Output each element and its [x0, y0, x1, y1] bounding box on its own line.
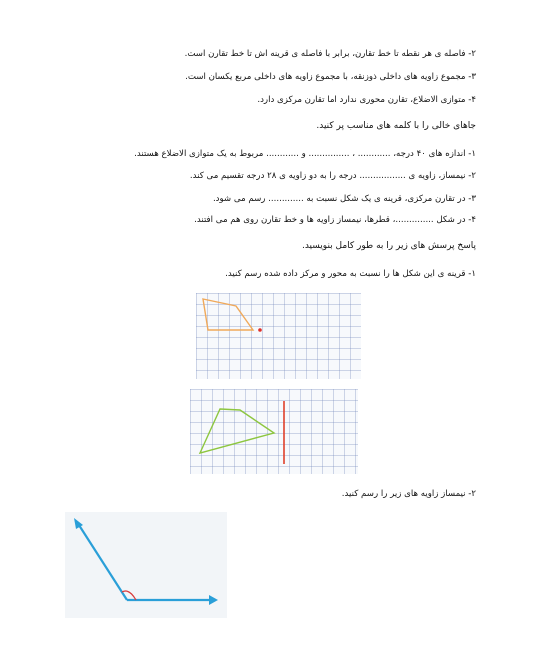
fill-heading: جاهای خالی را با کلمه های مناسب پر کنید. — [316, 121, 476, 131]
fill-item-1: ۱- اندازه های ۴۰ درجه، ............ ، ............... و ............ مربوط به یک متوازی الاضلاع هستند. — [134, 149, 476, 159]
fill-item-4: ۴- در شکل ..............، قطرها، نیمساز زاویه ها و خط تقارن روی هم می افتند. — [194, 215, 476, 225]
statement-4: ۴- متوازی الاضلاع، تقارن محوری ندارد اما تقارن مرکزی دارد. — [257, 95, 476, 105]
statement-3: ۳- مجموع زاویه های داخلی ذوزنقه، با مجموع زاویه های داخلی مربع یکسان است. — [185, 72, 476, 82]
fill-item-3: ۳- در تقارن مرکزی، قرینه ی یک شکل نسبت به ............. رسم می شود. — [212, 194, 476, 204]
shape-quadrilateral-2 — [200, 409, 274, 453]
answer-heading: پاسخ پرسش های زیر را به طور کامل بنویسید. — [301, 241, 476, 251]
figure-angle — [65, 512, 227, 618]
question-2: ۲- نیمساز زاویه های زیر را رسم کنید. — [341, 489, 476, 499]
question-1: ۱- قرینه ی این شکل ها را نسبت به محور و مرکز داده شده رسم کنید. — [225, 269, 476, 279]
statement-2: ۲- فاصله ی هر نقطه تا خط تقارن، برابر با فاصله ی قرینه اش تا خط تقارن است. — [184, 49, 476, 59]
shape-quadrilateral-1 — [203, 299, 253, 330]
figure-central-symmetry — [196, 293, 361, 379]
center-point — [258, 328, 262, 332]
figure-axis-symmetry — [190, 389, 358, 474]
arrowhead-right — [209, 595, 218, 605]
angle-ray-left — [77, 522, 127, 600]
fill-item-2: ۲- نیمساز، زاویه ی ................. درجه را به دو زاویه ی ۲۸ درجه تقسیم می کند. — [189, 171, 476, 181]
